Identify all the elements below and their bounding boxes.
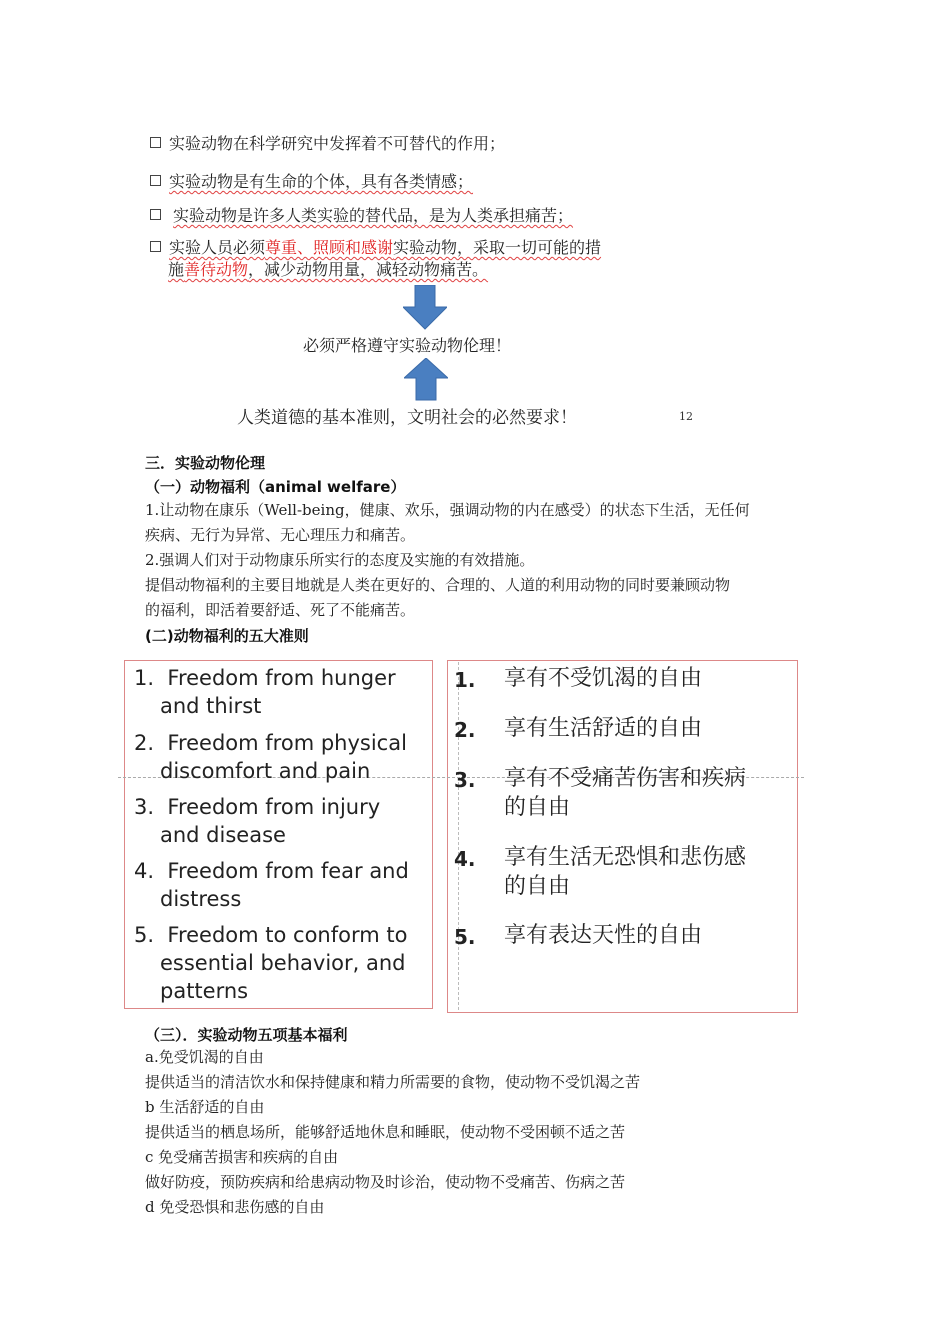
- welfare-line: d 免受恐惧和悲伤感的自由: [145, 1198, 325, 1216]
- welfare-list: [145, 1045, 825, 1220]
- freedom-en-5: 5. Freedom to conform to essential behavior, and patterns: [134, 923, 408, 1003]
- freedom-zh-num-4: 4.: [454, 847, 476, 871]
- freedom-en-2: 2. Freedom from physical discomfort and pain: [134, 731, 407, 783]
- checkbox-icon: [150, 241, 161, 252]
- freedoms-chinese-panel: [447, 660, 798, 1013]
- freedom-zh-3: 享有不受痛苦伤害和疾病 的自由: [504, 766, 747, 820]
- checkbox-icon: [150, 209, 161, 220]
- slide-bullet-2: 实验动物是有生命的个体，具有各类情感；: [150, 169, 473, 192]
- welfare-line: 提供适当的栖息场所，能够舒适地休息和睡眠，使动物不受困顿不适之苦: [145, 1123, 626, 1141]
- slide-bottom-text: 人类道德的基本准则，文明社会的必然要求！: [237, 408, 577, 428]
- section-title: 三．实验动物伦理: [145, 454, 266, 472]
- freedom-zh-num-5: 5.: [454, 925, 476, 949]
- slide-bullet-4: 实验人员必须尊重、照顾和感谢实验动物，采取一切可能的措 施善待动物，减少动物用量，减轻动物痛苦。: [150, 237, 601, 281]
- paragraph-3: 提倡动物福利的主要目地就是人类在更好的、合理的、人道的利用动物的同时要兼顾动物 的福利，即活着要舒适、死了不能痛苦。: [145, 576, 731, 619]
- welfare-line: c 免受痛苦损害和疾病的自由: [145, 1148, 339, 1166]
- slide-bullet-3: 实验动物是许多人类实验的替代品，是为人类承担痛苦；: [150, 203, 573, 226]
- freedom-en-3: 3. Freedom from injury and disease: [134, 795, 381, 847]
- paragraph-1: 1.让动物在康乐（Well-being，健康、欢乐，强调动物的内在感受）的状态下生活，无任何 疾病、无行为异常、无心理压力和痛苦。: [145, 501, 750, 544]
- freedom-zh-num-1: 1.: [454, 668, 476, 692]
- up-arrow-icon: [404, 358, 448, 402]
- welfare-line: b 生活舒适的自由: [145, 1098, 265, 1116]
- freedom-en-4: 4. Freedom from fear and distress: [134, 859, 409, 911]
- freedom-en-1: 1. Freedom from hunger and thirst: [134, 666, 396, 718]
- guide-line-vertical: [458, 662, 459, 1010]
- checkbox-icon: [150, 137, 161, 148]
- slide-center-text: 必须严格遵守实验动物伦理！: [303, 336, 512, 355]
- subsection-title-2: (二)动物福利的五大准则: [145, 627, 309, 645]
- down-arrow-icon: [403, 285, 447, 331]
- freedom-zh-4: 享有生活无恐惧和悲伤感 的自由: [504, 845, 747, 899]
- slide-bullet-1: 实验动物在科学研究中发挥着不可替代的作用；: [150, 131, 505, 154]
- welfare-line: a.免受饥渴的自由: [145, 1048, 264, 1066]
- subsection-title-1: （一）动物福利（animal welfare）: [145, 478, 406, 496]
- freedom-zh-num-3: 3.: [454, 768, 476, 792]
- paragraph-2: 2.强调人们对于动物康乐所实行的态度及实施的有效措施。: [145, 551, 535, 569]
- welfare-line: 提供适当的清洁饮水和保持健康和精力所需要的食物，使动物不受饥渴之苦: [145, 1073, 641, 1091]
- welfare-line: 做好防疫，预防疾病和给患病动物及时诊治，使动物不受痛苦、伤病之苦: [145, 1173, 626, 1191]
- freedom-zh-2: 享有生活舒适的自由: [504, 716, 703, 741]
- subsection-title-3: （三）．实验动物五项基本福利: [145, 1026, 348, 1044]
- freedom-zh-1: 享有不受饥渴的自由: [504, 666, 703, 691]
- page-number: 12: [679, 410, 693, 423]
- freedom-zh-num-2: 2.: [454, 718, 476, 742]
- checkbox-icon: [150, 175, 161, 186]
- freedom-zh-5: 享有表达天性的自由: [504, 923, 703, 948]
